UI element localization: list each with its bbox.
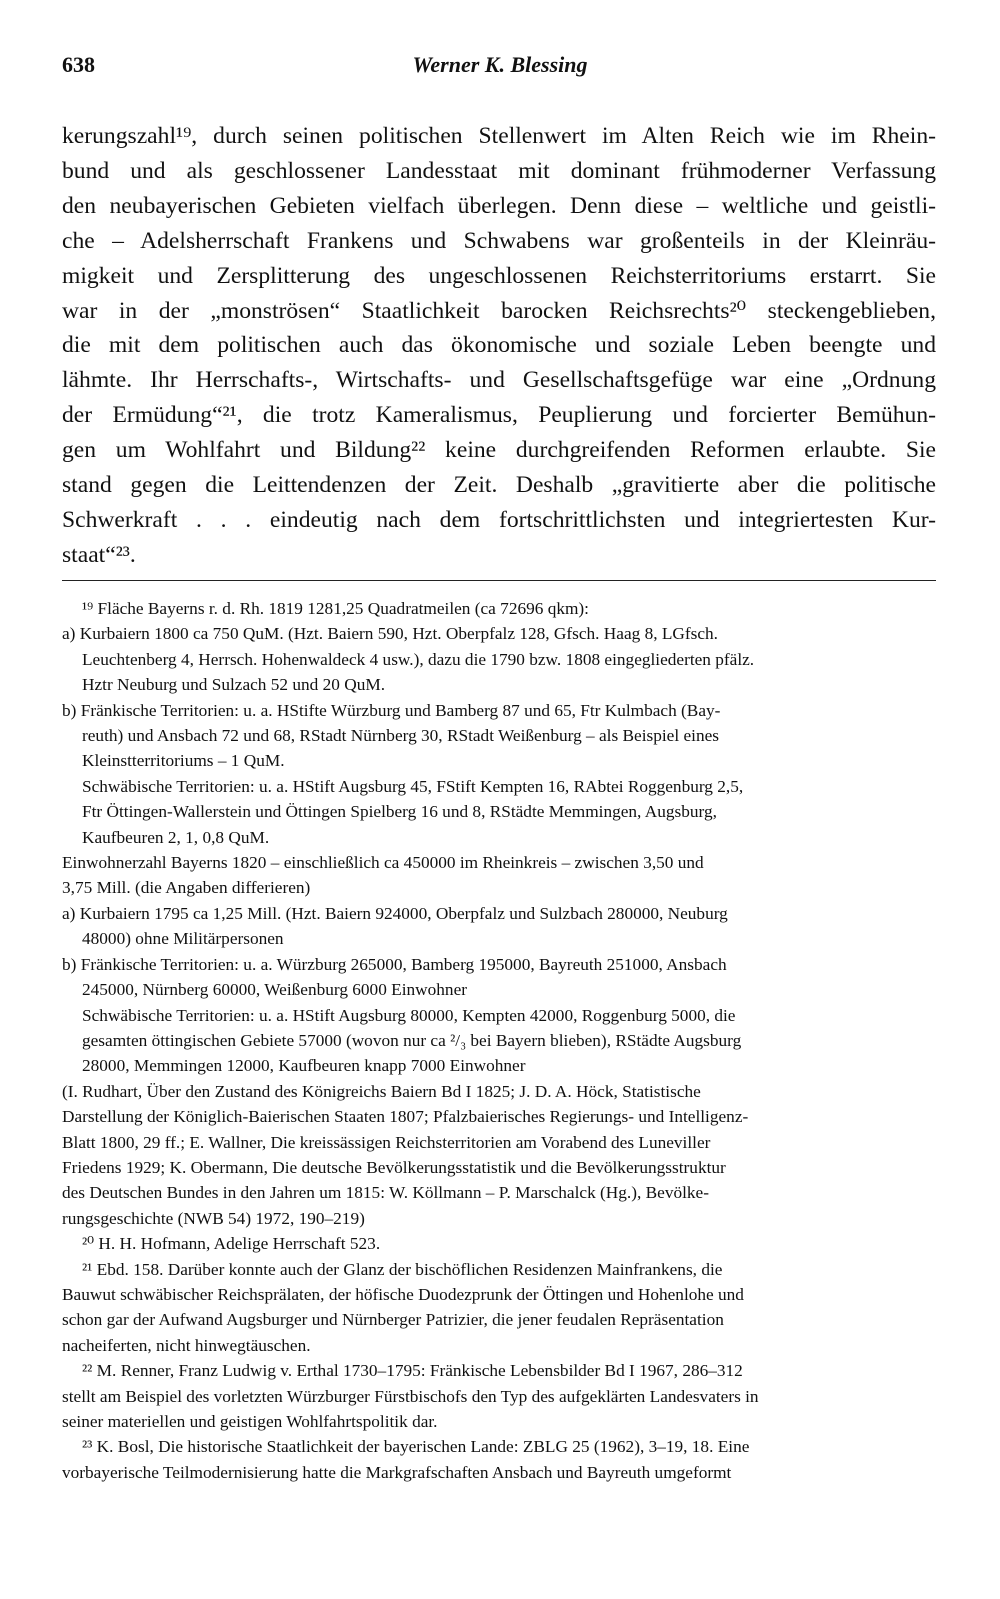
body-paragraph — [62, 119, 936, 573]
body-line: war in der „monströsen“ Staatlichkeit barocken Reichsrechts²⁰ steckengeblieben, — [62, 297, 936, 324]
footnote-23: ²³ K. Bosl, Die historische Staatlichkeit der bayerischen Lande: ZBLG 25 (1962), 3–19, 18. Eine — [82, 1437, 750, 1457]
footnote-line: Hztr Neuburg und Sulzach 52 und 20 QuM. — [82, 675, 386, 695]
body-line: der Ermüdung“²¹, die trotz Kameralismus, Peuplierung und forcierter Bemühun- — [62, 402, 936, 429]
footnote-line: Kleinstterritoriums – 1 QuM. — [82, 751, 285, 771]
body-line: kerungszahl¹⁹, durch seinen politischen Stellenwert im Alten Reich wie im Rhein- — [62, 123, 936, 149]
body-line: bund und als geschlossener Landesstaat mit dominant frühmoderner Verfassung — [62, 157, 936, 184]
page-header — [62, 52, 938, 82]
footnote-line: Bauwut schwäbischer Reichsprälaten, der höfische Duodezprunk der Öttingen und Hohenlohe und — [62, 1284, 744, 1304]
footnote-line: seiner materiellen und geistigen Wohlfahrtspolitik dar. — [62, 1412, 438, 1431]
footnote-21: ²¹ Ebd. 158. Darüber konnte auch der Glanz der bischöflichen Residenzen Mainfrankens, die — [82, 1259, 723, 1279]
body-line: migkeit und Zersplitterung des ungeschlossenen Reichsterritoriums erstarrt. Sie — [62, 262, 936, 289]
footnote-line: des Deutschen Bundes in den Jahren um 1815: W. Köllmann – P. Marschalck (Hg.), Bevölke- — [62, 1183, 709, 1203]
footnote-line: schon gar der Aufwand Augsburger und Nürnberger Patrizier, die jener feudalen Repräsentation — [62, 1310, 724, 1330]
footnote-line: Friedens 1929; K. Obermann, Die deutsche Bevölkerungsstatistik und die Bevölkerungsstruktur — [62, 1157, 726, 1177]
footnote-line: vorbayerische Teilmodernisierung hatte die Markgrafschaften Ansbach und Bayreuth umgeformt — [62, 1462, 732, 1482]
footnote-line: b) Fränkische Territorien: u. a. HStifte Würzburg und Bamberg 87 und 65, Ftr Kulmbach (Bay- — [62, 700, 721, 720]
page-number: 638 — [62, 52, 95, 77]
footnote-20: ²⁰ H. H. Hofmann, Adelige Herrschaft 523. — [82, 1234, 381, 1254]
footnote-line: 3,75 Mill. (die Angaben differieren) — [62, 878, 311, 898]
footnote-22: ²² M. Renner, Franz Ludwig v. Erthal 1730–1795: Fränkische Lebensbilder Bd I 1967, 286–312 — [82, 1361, 743, 1381]
footnote-line: a) Kurbaiern 1795 ca 1,25 Mill. (Hzt. Baiern 924000, Oberpfalz und Sulzbach 280000, Neuburg — [62, 903, 728, 923]
body-line: die mit dem politischen auch das ökonomische und soziale Leben beengte und — [62, 332, 936, 359]
footnote-divider — [62, 580, 936, 581]
footnote-line: rungsgeschichte (NWB 54) 1972, 190–219) — [62, 1208, 365, 1228]
footnote-line: Ftr Öttingen-Wallerstein und Öttingen Spielberg 16 und 8, RStädte Memmingen, Augsburg, — [82, 802, 717, 822]
body-line: lähmte. Ihr Herrschafts-, Wirtschafts- und Gesellschaftsgefüge war eine „Ordnung — [62, 367, 936, 394]
footnote-line: Schwäbische Territorien: u. a. HStift Augsburg 80000, Kempten 42000, Roggenburg 5000, die — [82, 1005, 736, 1025]
footnote-line: Darstellung der Königlich-Baierischen Staaten 1807; Pfalzbaierisches Regierungs- und Intelligenz- — [62, 1107, 749, 1127]
body-line: stand gegen die Leittendenzen der Zeit. Deshalb „gravitierte aber die politische — [62, 472, 936, 499]
footnote-line: 245000, Nürnberg 60000, Weißenburg 6000 Einwohner — [82, 980, 467, 1000]
footnotes — [62, 596, 936, 1485]
footnote-line: Kaufbeuren 2, 1, 0,8 QuM. — [82, 827, 270, 847]
footnote-line: reuth) und Ansbach 72 und 68, RStadt Nürnberg 30, RStadt Weißenburg – als Beispiel eines — [82, 726, 719, 746]
footnote-line: Blatt 1800, 29 ff.; E. Wallner, Die kreissässigen Reichsterritorien am Vorabend des Luneviller — [62, 1132, 711, 1152]
footnote-line: Leuchtenberg 4, Herrsch. Hohenwaldeck 4 usw.), dazu die 1790 bzw. 1808 eingegliederten pfälz. — [82, 649, 755, 669]
footnote-line: Einwohnerzahl Bayerns 1820 – einschließlich ca 450000 im Rheinkreis – zwischen 3,50 und — [62, 853, 704, 873]
body-line: staat“²³. — [62, 541, 136, 568]
footnote-line: b) Fränkische Territorien: u. a. Würzburg 265000, Bamberg 195000, Bayreuth 251000, Ansbach — [62, 954, 727, 974]
body-line: den neubayerischen Gebieten vielfach überlegen. Denn diese – weltliche und geistli- — [62, 192, 936, 219]
body-line: che – Adelsherrschaft Frankens und Schwabens war großenteils in der Kleinräu- — [62, 227, 936, 254]
footnote-line: 48000) ohne Militärpersonen — [82, 929, 284, 949]
footnote-line: 28000, Memmingen 12000, Kaufbeuren knapp 7000 Einwohner — [82, 1056, 526, 1076]
body-line: gen um Wohlfahrt und Bildung²² keine durchgreifenden Reformen erlaubte. Sie — [62, 437, 936, 464]
footnote-line: stellt am Beispiel des vorletzten Würzburger Fürstbischofs den Typ des aufgeklärten Landesvaters in — [62, 1386, 759, 1406]
footnote-line: Schwäbische Territorien: u. a. HStift Augsburg 45, FStift Kempten 16, RAbtei Roggenburg 2,5, — [82, 776, 744, 796]
footnote-line: nacheiferten, nicht hinwegtäuschen. — [62, 1335, 311, 1355]
footnote-line: (I. Rudhart, Über den Zustand des Königreichs Baiern Bd I 1825; J. D. A. Höck, Statistische — [62, 1081, 701, 1101]
footnote-line: a) Kurbaiern 1800 ca 750 QuM. (Hzt. Baiern 590, Hzt. Oberpfalz 128, Gfsch. Haag 8, LGfsch. — [62, 624, 719, 644]
footnote-line: gesamten öttingischen Gebiete 57000 (wovon nur ca ²/₃ bei Bayern blieben), RStädte Augsburg — [82, 1030, 742, 1050]
running-head: Werner K. Blessing — [412, 52, 588, 77]
footnote-19: ¹⁹ Fläche Bayerns r. d. Rh. 1819 1281,25 Quadratmeilen (ca 72696 qkm): — [82, 599, 589, 618]
body-line: Schwerkraft . . . eindeutig nach dem fortschrittlichsten und integriertesten Kur- — [62, 506, 936, 533]
